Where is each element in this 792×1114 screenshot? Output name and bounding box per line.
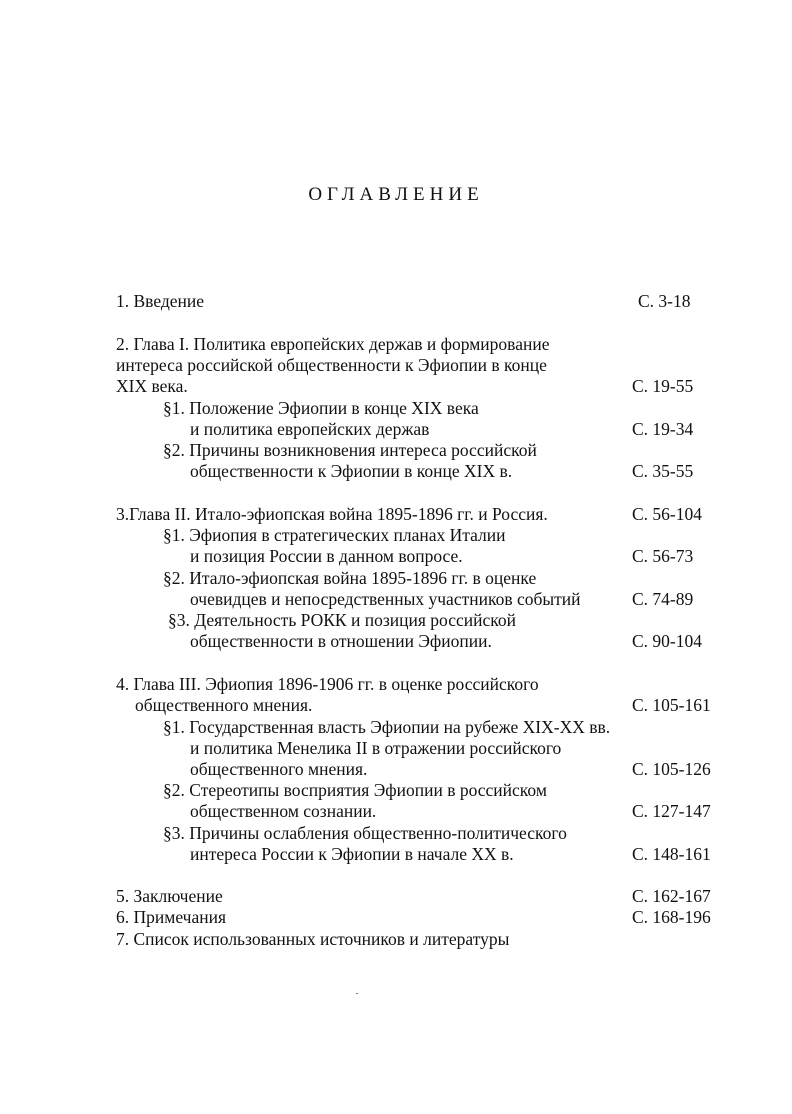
toc-page-number: С. 56-73 [632, 546, 694, 566]
toc-section-text: §3. Деятельность РОКК и позиция российской [168, 610, 516, 630]
toc-entry-text: 1. Введение [116, 291, 205, 311]
toc-page-number: С. 148-161 [632, 844, 711, 864]
toc-section-text: §2. Итало-эфиопская война 1895-1896 гг. в оценке [163, 568, 537, 588]
toc-entry-text: 3.Глава II. Итало-эфиопская война 1895-1896 гг. и Россия. [116, 504, 548, 524]
toc-page-number: С. 3-18 [638, 291, 691, 311]
toc-section-text: и позиция России в данном вопросе. [190, 546, 463, 566]
toc-section-text: §3. Причины ослабления общественно-политического [163, 823, 567, 843]
toc-section-text: интереса России к Эфиопии в начале XX в. [190, 844, 514, 864]
toc-section-text: и политика Менелика II в отражении российского [190, 738, 562, 758]
toc-section-text: очевидцев и непосредственных участников событий [190, 589, 581, 609]
toc-entry-text: 4. Глава III. Эфиопия 1896-1906 гг. в оценке российского [116, 674, 539, 694]
toc-section-text: §2. Причины возникновения интереса российской [163, 440, 537, 460]
toc-entry-text: 5. Заключение [116, 886, 223, 906]
toc-section-text: общественного мнения. [190, 759, 368, 779]
toc-page-number: С. 90-104 [632, 631, 702, 651]
toc-page-number: С. 162-167 [632, 886, 711, 906]
toc-entry-text: 7. Список использованных источников и литературы [116, 929, 510, 949]
toc-section-text: §2. Стереотипы восприятия Эфиопии в российском [163, 780, 547, 800]
toc-section-text: общественном сознании. [190, 801, 377, 821]
scan-speck [356, 993, 358, 994]
toc-section-text: §1. Положение Эфиопии в конце XIX века [163, 398, 479, 418]
toc-section-text: общественности в отношении Эфиопии. [190, 631, 492, 651]
toc-section-text: §1. Государственная власть Эфиопии на рубеже XIX-XX вв. [163, 717, 611, 737]
toc-page-number: С. 127-147 [632, 801, 711, 821]
toc-section-text: §1. Эфиопия в стратегических планах Италии [163, 525, 506, 545]
toc-page-number: С. 168-196 [632, 907, 711, 927]
toc-section-text: и политика европейских держав [190, 419, 430, 439]
toc-page-number: С. 105-161 [632, 695, 711, 715]
toc-entry-text: XIX века. [116, 376, 188, 396]
toc-page-number: С. 35-55 [632, 461, 694, 481]
toc-page-number: С. 19-55 [632, 376, 694, 396]
toc-section-text: общественности к Эфиопии в конце XIX в. [190, 461, 513, 481]
toc-page-number: С. 74-89 [632, 589, 694, 609]
toc-entry-text: общественного мнения. [135, 695, 313, 715]
toc-entry-text: интереса российской общественности к Эфиопии в конце [116, 355, 547, 375]
toc-page-number: С. 19-34 [632, 419, 694, 439]
toc-page-number: С. 105-126 [632, 759, 711, 779]
toc-page-number: С. 56-104 [632, 504, 702, 524]
toc-entry-text: 6. Примечания [116, 907, 227, 927]
page-title: ОГЛАВЛЕНИЕ [308, 184, 484, 205]
toc-entry-text: 2. Глава I. Политика европейских держав и формирование [116, 334, 550, 354]
